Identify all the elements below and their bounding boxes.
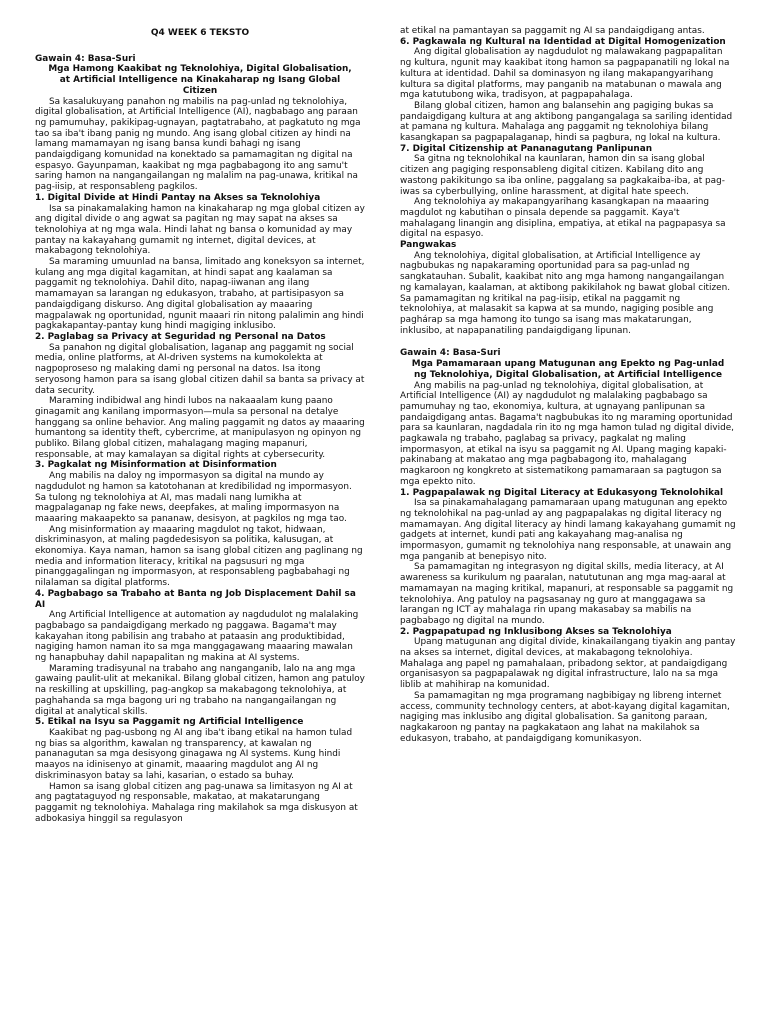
article-heading: Mga Pamamaraan upang Matugunan ang Epekto ng Pag-unlad ng Teknolohiya, Digital Globalisation, at Artificial Intelligence bbox=[411, 359, 725, 380]
paragraph: Maraming tradisyunal na trabaho ang nanganganib, lalo na ang mga gawaing paulit-ulit at mekanikal. Bilang global citizen, hamon ang patuloy na reskilling at upskilling, pag-angkop sa makabagong teknolohiya, at paghahanda sa mga bagong uri ng trabaho na nangangailangan ng digital at analytical skills. bbox=[35, 663, 365, 717]
paragraph: Ang teknolohiya, digital globalisation, at Artificial Intelligence ay nagbubukas ng napakaraming oportunidad para sa pag-unlad ng sangkatauhan. Subalit, kaakibat nito ang mga hamong nangangailangan ng kamalayan, kaalaman, at aktibong pakikilahok ng bawat global citizen. Sa pamamagitan ng kritikal na pag-iisip, etikal na paggamit ng teknolohiya, at malasakit sa kapwa at sa mundo, nagiging posible ang paghárap sa mga hamong ito tungo sa isang mas makatarungan, inklusibo, at napapanatiling pandaigdigang lipunan. bbox=[400, 250, 731, 336]
section-heading: 1. Digital Divide at Hindi Pantay na Akses sa Teknolohiya bbox=[35, 192, 321, 203]
paragraph: Kaakibat ng pag-usbong ng AI ang iba't ibang etikal na hamon tulad ng bias sa algorithm, kawalan ng transparency, at kawalan ng pananagutan sa mga desisyong ginagawa ng AI systems. Kung hindi maayos na idinisenyo at ginamit, maaaring magdulot ang AI ng diskriminasyon batay sa lahi, kasarian, o estado sa buhay. bbox=[35, 728, 353, 781]
right-column bbox=[400, 26, 736, 744]
section-heading: 6. Pagkawala ng Kultural na Identidad at Digital Homogenization bbox=[400, 36, 726, 47]
article-heading: Mga Hamong Kaakibat ng Teknolohiya, Digital Globalisation, at Artificial Intelligence na Kinakaharap ng Isang Global Citizen bbox=[48, 64, 352, 96]
paragraph: Maraming indibidwal ang hindi lubos na nakaaalam kung paano ginagamit ang kanilang impormasyon—mula sa personal na detalye hanggang sa online behavior. Ang maling paggamit ng datos ay maaaring humantong sa identity theft, cybercrime, at manipulasyon ng opinyon ng publiko. Bilang global citizen, mahalagang maging mapanuri, responsable, at may kamalayan sa digital rights at cybersecurity. bbox=[35, 396, 365, 460]
paragraph: Ang teknolohiya ay makapangyarihang kasangkapan na maaaring magdulot ng kabutihan o pinsala depende sa paggamit. Kaya't mahalagang linangin ang disiplina, empatiya, at etikal na pagpapasya sa digital na espasyo. bbox=[400, 197, 726, 240]
section-heading: 2. Paglabag sa Privacy at Seguridad ng Personal na Datos bbox=[35, 331, 326, 342]
paragraph: Sa pamamagitan ng integrasyon ng digital skills, media literacy, at AI awareness sa kurikulum ng paaralan, natututunan ang mga mag-aaral at mamamayan na maging kritikal, mapanuri, at responsable sa paggamit ng teknolohiya. Ang patuloy na pagsasanay ng guro at manggagawa sa larangan ng ICT ay mahalaga rin upang makasabay sa mabilis na pagbabago ng digital na mundo. bbox=[400, 562, 734, 626]
paragraph: Sa pamamagitan ng mga programang nagbibigay ng libreng internet access, community technology centers, at abot-kayang digital kagamitan, nagiging mas inklusibo ang digital globalisation. Sa ganitong paraan, nagkakaroon ng pantay na pagkakataon ang lahat na makilahok sa edukasyon, trabaho, at pandaigdigang komunikasyon. bbox=[400, 690, 730, 744]
paragraph: Sa maraming umuunlad na bansa, limitado ang koneksyon sa internet, kulang ang mga digital kagamitan, at hindi sapat ang kaalaman sa paggamit ng teknolohiya. Dahil dito, napag-iiwanan ang ilang mamamayan sa larangan ng edukasyon, trabaho, at partisipasyon sa pandaigdigang diskurso. Ang digital globalisation ay maaaring magpalawak ng oportunidad, ngunit maaari rin nitong palalimin ang hindi pagkakapantay-pantay kung hindi magiging inklusibo. bbox=[35, 257, 365, 332]
page-title: Q4 WEEK 6 TEKSTO bbox=[150, 28, 250, 38]
paragraph: Bilang global citizen, hamon ang balansehin ang pagiging bukas sa pandaigdigang kultura at ang aktibong pangangalaga sa sariling identidad at pamana ng kultura. Mahalaga ang paggamit ng teknolohiya bilang kasangkapan sa pagpapalaganap, hindi sa pagbura, ng lokal na kultura. bbox=[400, 100, 733, 144]
paragraph-continued: at etikal na pamantayan sa paggamit ng AI sa pandaigdigang antas. bbox=[400, 26, 705, 36]
activity-label: Gawain 4: Basa-Suri bbox=[400, 348, 501, 359]
left-column bbox=[35, 28, 365, 824]
section-heading: 4. Pagbabago sa Trabaho at Banta ng Job Displacement Dahil sa AI bbox=[35, 588, 356, 610]
section-heading: 1. Pagpapalawak ng Digital Literacy at Edukasyong Teknolohikal bbox=[400, 487, 724, 498]
section-heading: 5. Etikal na Isyu sa Paggamit ng Artificial Intelligence bbox=[35, 717, 304, 728]
activity-label: Gawain 4: Basa-Suri bbox=[35, 53, 136, 64]
paragraph: Sa gitna ng teknolohikal na kaunlaran, hamon din sa isang global citizen ang pagiging responsableng digital citizen. Kabilang dito ang wastong pakikitungo sa iba online, paggalang sa pagkakaiba-iba, at pag-iwas sa cyberbullying, online harassment, at digital hate speech. bbox=[400, 154, 725, 197]
paragraph: Isa sa pinakamahalagang pamamaraan upang matugunan ang epekto ng teknolohikal na pag-unlad ay ang pagpapalakas ng digital literacy ng mamamayan. Ang digital literacy ay hindi lamang kakayahang gumamit ng gadgets at internet, kundi pati ang kakayahang mag-analisa ng impormasyon, gumamit ng teknolohiya nang responsable, at unawain ang mga panganib at benepisyo nito. bbox=[400, 498, 736, 562]
intro-paragraph: Sa kasalukuyang panahon ng mabilis na pag-unlad ng teknolohiya, digital globalisation, at Artificial Intelligence (AI), nagbabago ang paraan ng pamumuhay, pakikipag-ugnayan, pagtatrabaho, at pagkatuto ng mga tao sa iba't ibang panig ng mundo. Ang isang global citizen ay hindi na lamang mamamayan ng isang bansa kundi bahagi ng isang pandaigdigang komunidad na konektado sa pamamagitan ng digital na espasyo. Gayunpaman, kaakibat ng mga pagbabagong ito ang samu't saring hamon na nangangailangan ng malalim na pag-unawa, kritikal na pag-iisip, at responsableng pagkilos. bbox=[35, 96, 361, 193]
intro-paragraph: Ang mabilis na pag-unlad ng teknolohiya, digital globalisation, at Artificial Intelligence (AI) ay nagdudulot ng malalaking pagbabago sa pamumuhay ng tao, ekonomiya, kultura, at ugnayang panlipunan sa pandaigdigang antas. Bagama't nagbubukas ito ng maraming oportunidad para sa kaunlaran, nagdadala rin ito ng mga hamon tulad ng digital divide, pagkawala ng trabaho, paglabag sa privacy, pagkalat ng maling impormasyon, at etikal na isyu sa paggamit ng AI. Upang maging kapaki-pakinabang at makatao ang mga pagbabagong ito, mahalagang magkaroon ng kongkreto at sistematikong pamamaraan sa pagtugon sa mga epekto nito. bbox=[400, 380, 734, 487]
paragraph: Ang digital globalisation ay nagdudulot ng malawakang pagpapalitan ng kultura, ngunit may kaakibat itong hamon sa pagpapanatili ng lokal na kultura at identidad. Dahil sa dominasyon ng ilang makapangyarihang kultura sa digital platforms, may panganib na matabunan o mawala ang mga katutubong wika, tradisyon, at pagpapahalaga. bbox=[400, 47, 730, 101]
conclusion-heading: Pangwakas bbox=[400, 240, 457, 251]
section-heading: 7. Digital Citizenship at Pananagutang Panlipunan bbox=[400, 143, 653, 154]
paragraph: Isa sa pinakamalaking hamon na kinakaharap ng mga global citizen ay ang digital divide o ang agwat sa pagitan ng may sapat na akses sa teknolohiya at ng mga wala. Hindi lahat ng bansa o komunidad ay may pantay na kakayahang gumamit ng internet, digital devices, at makabagong teknolohiya. bbox=[35, 203, 365, 257]
paragraph: Ang mabilis na daloy ng impormasyon sa digital na mundo ay nagdudulot ng hamon sa katotohanan at kredibilidad ng impormasyon. Sa tulong ng teknolohiya at AI, mas madali nang lumikha at magpalaganap ng fake news, deepfakes, at maling impormasyon na maaaring makaapekto sa pananaw, desisyon, at pagkilos ng mga tao. bbox=[35, 471, 352, 524]
paragraph: Ang Artificial Intelligence at automation ay nagdudulot ng malalaking pagbabago sa pandaigdigang merkado ng paggawa. Bagama't may kakayahan itong pabilisin ang trabaho at pataasin ang produktibidad, nagiging hamon naman ito sa mga manggagawang maaaring mawalan ng hanapbuhay dahil napapalitan ng makina at AI systems. bbox=[35, 610, 359, 664]
paragraph: Hamon sa isang global citizen ang pag-unawa sa limitasyon ng AI at ang pagtataguyod ng responsable, makatao, at makatarungang paggamit ng teknolohiya. Mahalaga ring makilahok sa mga diskusyon at adbokasiya hinggil sa regulasyon bbox=[35, 781, 358, 824]
paragraph: Sa panahon ng digital globalisation, laganap ang paggamit ng social media, online platforms, at AI-driven systems na kumokolekta at nagpoproseso ng malaking dami ng personal na datos. Isa itong seryosong hamon para sa isang global citizen dahil sa banta sa privacy at data security. bbox=[35, 342, 365, 396]
section-heading: 2. Pagpapatupad ng Inklusibong Akses sa Teknolohiya bbox=[400, 626, 672, 637]
paragraph: Ang misinformation ay maaaring magdulot ng takot, hidwaan, diskriminasyon, at maling pagdedesisyon sa politika, kalusugan, at ekonomiya. Kaya naman, hamon sa isang global citizen ang paglinang ng media and information literacy, kritikal na pagsusuri ng mga pinanggagalingan ng impormasyon, at responsableng pagbabahagi ng nilalaman sa digital platforms. bbox=[35, 524, 363, 589]
section-heading: 3. Pagkalat ng Misinformation at Disinformation bbox=[35, 460, 277, 471]
paragraph: Upang matugunan ang digital divide, kinakailangang tiyakin ang pantay na akses sa internet, digital devices, at makabagong teknolohiya. Mahalaga ang papel ng pamahalaan, pribadong sektor, at pandaigdigang organisasyon sa pagpapalawak ng digital infrastructure, lalo na sa mga liblib at mahihirap na komunidad. bbox=[400, 637, 736, 691]
